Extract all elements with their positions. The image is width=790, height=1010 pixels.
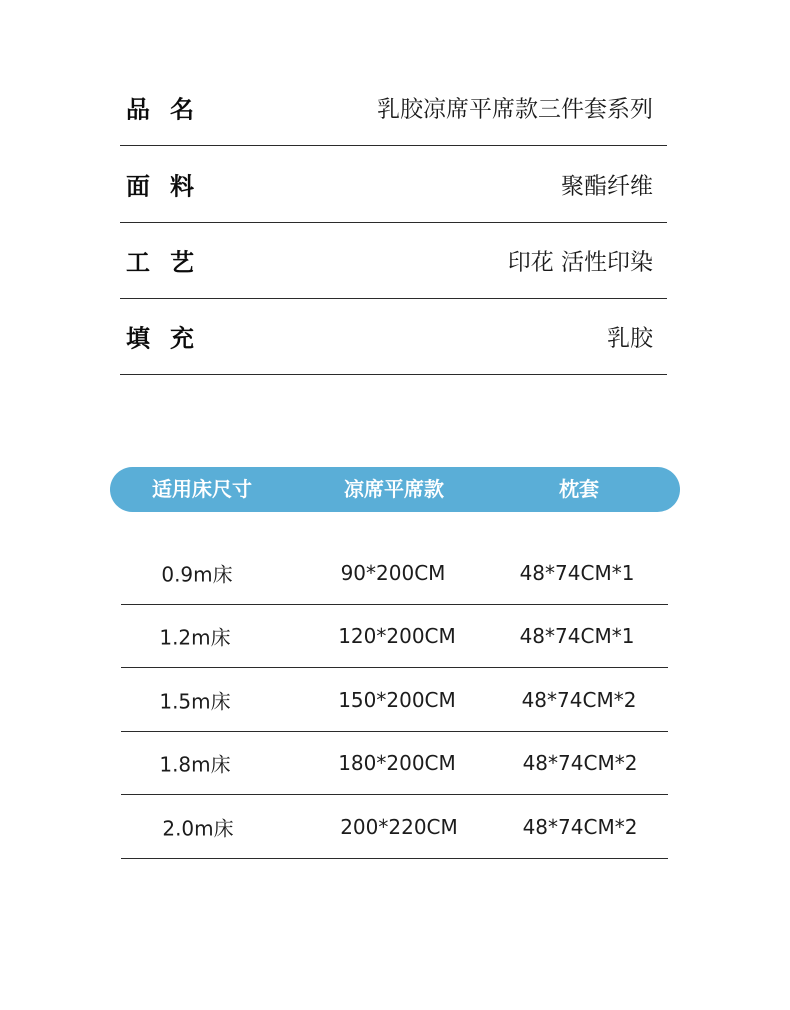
bed-size-cell: 1.2m床 [159, 625, 231, 649]
spec-label: 品名 [126, 95, 214, 123]
bed-size-cell: 0.9m床 [161, 562, 233, 586]
pillowcase-cell: 48*74CM*2 [522, 814, 638, 839]
header-bed-size: 适用床尺寸 [152, 477, 252, 501]
spec-value: 聚酯纤维 [561, 173, 653, 199]
mat-size-cell: 180*200CM [338, 750, 456, 775]
table-row [121, 668, 668, 732]
spec-row-fabric [120, 145, 667, 223]
mat-size-cell: 200*220CM [340, 814, 458, 839]
pillowcase-cell: 48*74CM*2 [521, 687, 637, 712]
spec-label: 填充 [126, 324, 214, 352]
table-row [121, 604, 668, 668]
header-mat-size: 凉席平席款 [344, 477, 444, 501]
mat-size-cell: 90*200CM [340, 560, 446, 585]
mat-size-cell: 120*200CM [338, 623, 456, 648]
table-row [121, 795, 668, 859]
spec-value: 乳胶 [607, 325, 653, 351]
table-row [121, 731, 668, 795]
pillowcase-cell: 48*74CM*1 [519, 623, 635, 648]
bed-size-cell: 1.8m床 [159, 752, 231, 776]
spec-row-name [120, 68, 667, 146]
bed-size-cell: 1.5m床 [159, 689, 231, 713]
spec-value: 印花 活性印染 [507, 249, 653, 275]
spec-label: 面料 [126, 172, 214, 200]
size-table-header [110, 467, 680, 512]
pillowcase-cell: 48*74CM*2 [522, 750, 638, 775]
spec-value: 乳胶凉席平席款三件套系列 [377, 96, 653, 122]
bed-size-cell: 2.0m床 [162, 816, 234, 840]
spec-row-filling [120, 297, 667, 375]
spec-row-craft [120, 221, 667, 299]
table-row [121, 541, 668, 605]
mat-size-cell: 150*200CM [338, 687, 456, 712]
header-pillowcase: 枕套 [559, 477, 599, 501]
spec-label: 工艺 [126, 248, 214, 276]
pillowcase-cell: 48*74CM*1 [519, 560, 635, 585]
